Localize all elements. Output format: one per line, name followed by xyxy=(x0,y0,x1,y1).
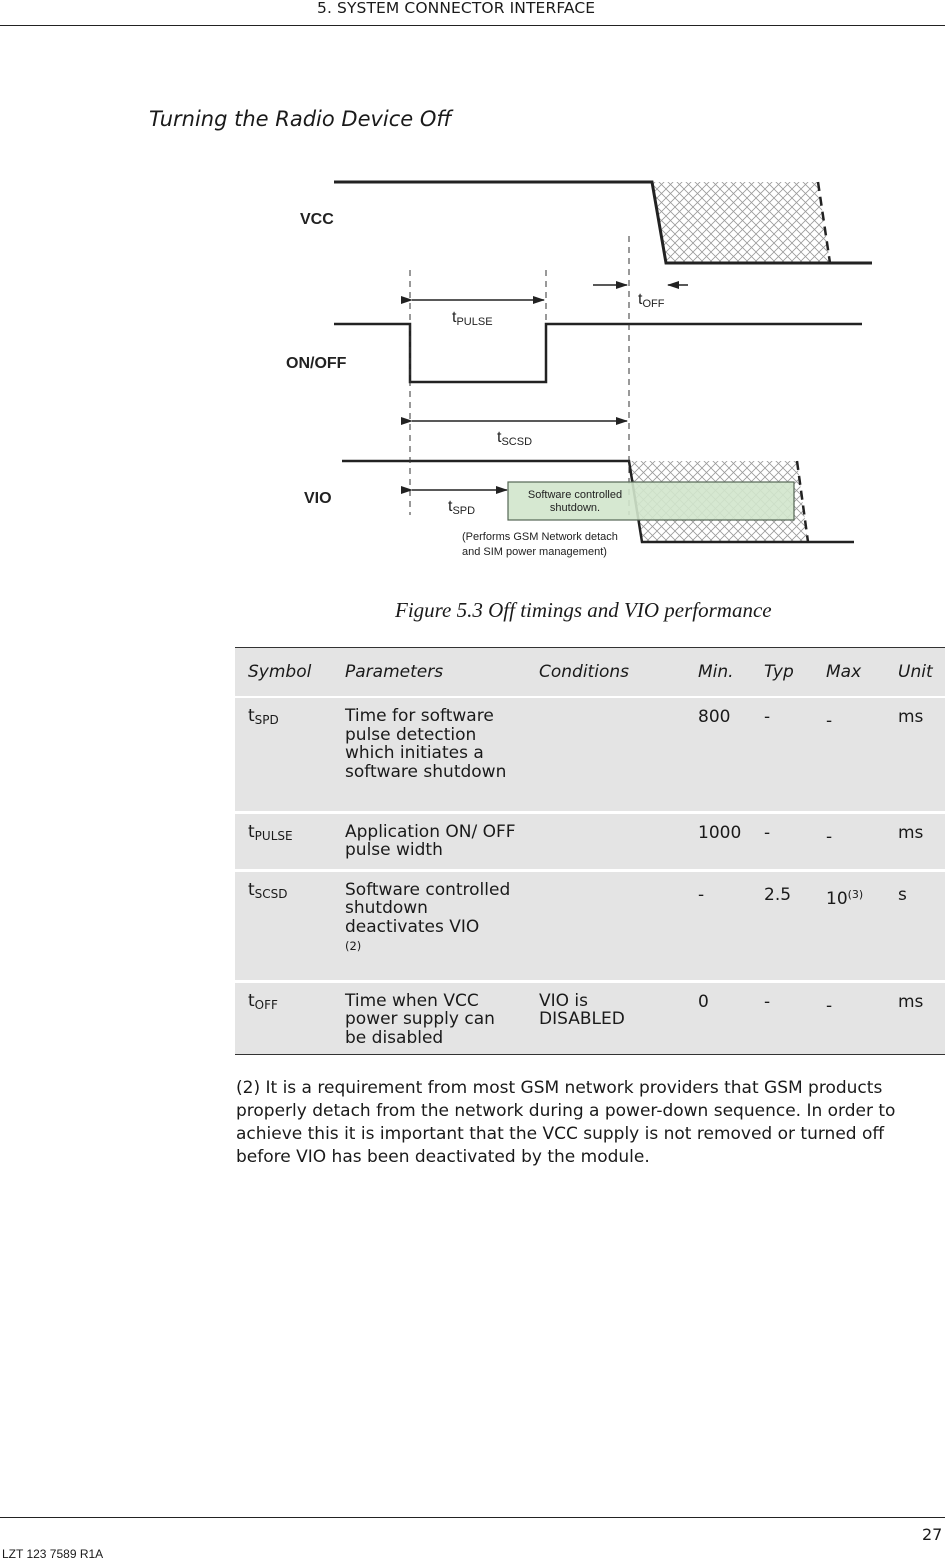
cell-parameter: Application ON/ OFF pulse width xyxy=(332,812,526,870)
header-min: Min. xyxy=(685,648,751,698)
cell-unit: ms xyxy=(885,812,945,870)
vcc-hatch-region xyxy=(652,182,830,263)
header-typ: Typ xyxy=(751,648,813,698)
cell-typ: - xyxy=(751,697,813,812)
page-header xyxy=(0,0,945,26)
box-line-1: Software controlled xyxy=(527,489,623,501)
timing-diagram xyxy=(0,160,945,580)
section-title: Turning the Radio Device Off xyxy=(149,107,452,131)
cell-unit: s xyxy=(885,870,945,981)
table-row xyxy=(235,812,945,870)
cell-min: 1000 xyxy=(685,812,751,870)
label-vcc: VCC xyxy=(300,211,334,228)
document-id: LZT 123 7589 R1A xyxy=(2,1547,104,1561)
cell-symbol: $t_{OFF}$ xyxy=(235,981,332,1055)
cell-condition xyxy=(526,812,685,870)
header-symbol: Symbol xyxy=(235,648,332,698)
label-onoff: ON/OFF xyxy=(286,355,347,372)
cell-max: - xyxy=(813,697,885,812)
cell-condition xyxy=(526,870,685,981)
cell-typ: - xyxy=(751,812,813,870)
onoff-line xyxy=(334,324,862,382)
footer-divider xyxy=(0,1517,945,1518)
table-header-row xyxy=(235,648,945,698)
cell-parameter: Software controlled shutdown deactivates VIO (2) xyxy=(332,870,526,981)
label-vio: VIO xyxy=(304,490,332,507)
note-line-2: and SIM power management) xyxy=(462,546,607,558)
tspd-label: tSPD xyxy=(448,498,476,517)
cell-min: 800 xyxy=(685,697,751,812)
cell-parameter: Time when VCC power supply can be disabled xyxy=(332,981,526,1055)
footnote: (2) It is a requirement from most GSM network providers that GSM products properly detach from the network during a power-down sequence. In order to achieve this it is important that the VCC supply is not removed or turned off before VIO has been deactivated by the module. xyxy=(236,1078,896,1167)
cell-typ: - xyxy=(751,981,813,1055)
note-line-1: (Performs GSM Network detach xyxy=(462,531,618,543)
cell-max: - xyxy=(813,812,885,870)
header-conditions: Conditions xyxy=(526,648,685,698)
cell-typ: 2.5 xyxy=(751,870,813,981)
cell-unit: ms xyxy=(885,981,945,1055)
header-max: Max xyxy=(813,648,885,698)
cell-symbol: $t_{SCSD}$ xyxy=(235,870,332,981)
cell-min: - xyxy=(685,870,751,981)
table-row xyxy=(235,697,945,812)
figure-caption: Figure 5.3 Off timings and VIO performance xyxy=(395,598,772,622)
cell-condition xyxy=(526,697,685,812)
cell-unit: ms xyxy=(885,697,945,812)
header-unit: Unit xyxy=(885,648,945,698)
toff-label: tOFF xyxy=(638,291,665,310)
cell-max: - xyxy=(813,981,885,1055)
table-row xyxy=(235,981,945,1055)
cell-symbol: $t_{PULSE}$ xyxy=(235,812,332,870)
table-row xyxy=(235,870,945,981)
header-title: 5. SYSTEM CONNECTOR INTERFACE xyxy=(317,0,596,17)
cell-condition: VIO is DISABLED xyxy=(526,981,685,1055)
tpulse-label: tPULSE xyxy=(452,309,493,328)
cell-symbol: $t_{SPD}$ xyxy=(235,697,332,812)
timing-spec-table xyxy=(235,647,945,1055)
cell-max: 10$^{(3)}$ xyxy=(813,870,885,981)
cell-min: 0 xyxy=(685,981,751,1055)
cell-parameter: Time for software pulse detection which initiates a software shutdown xyxy=(332,697,526,812)
tscsd-label: tSCSD xyxy=(497,429,533,448)
box-line-2: shutdown. xyxy=(549,502,601,514)
page-number: 27 xyxy=(922,1525,943,1544)
header-parameters: Parameters xyxy=(332,648,526,698)
software-shutdown-box xyxy=(508,482,794,520)
